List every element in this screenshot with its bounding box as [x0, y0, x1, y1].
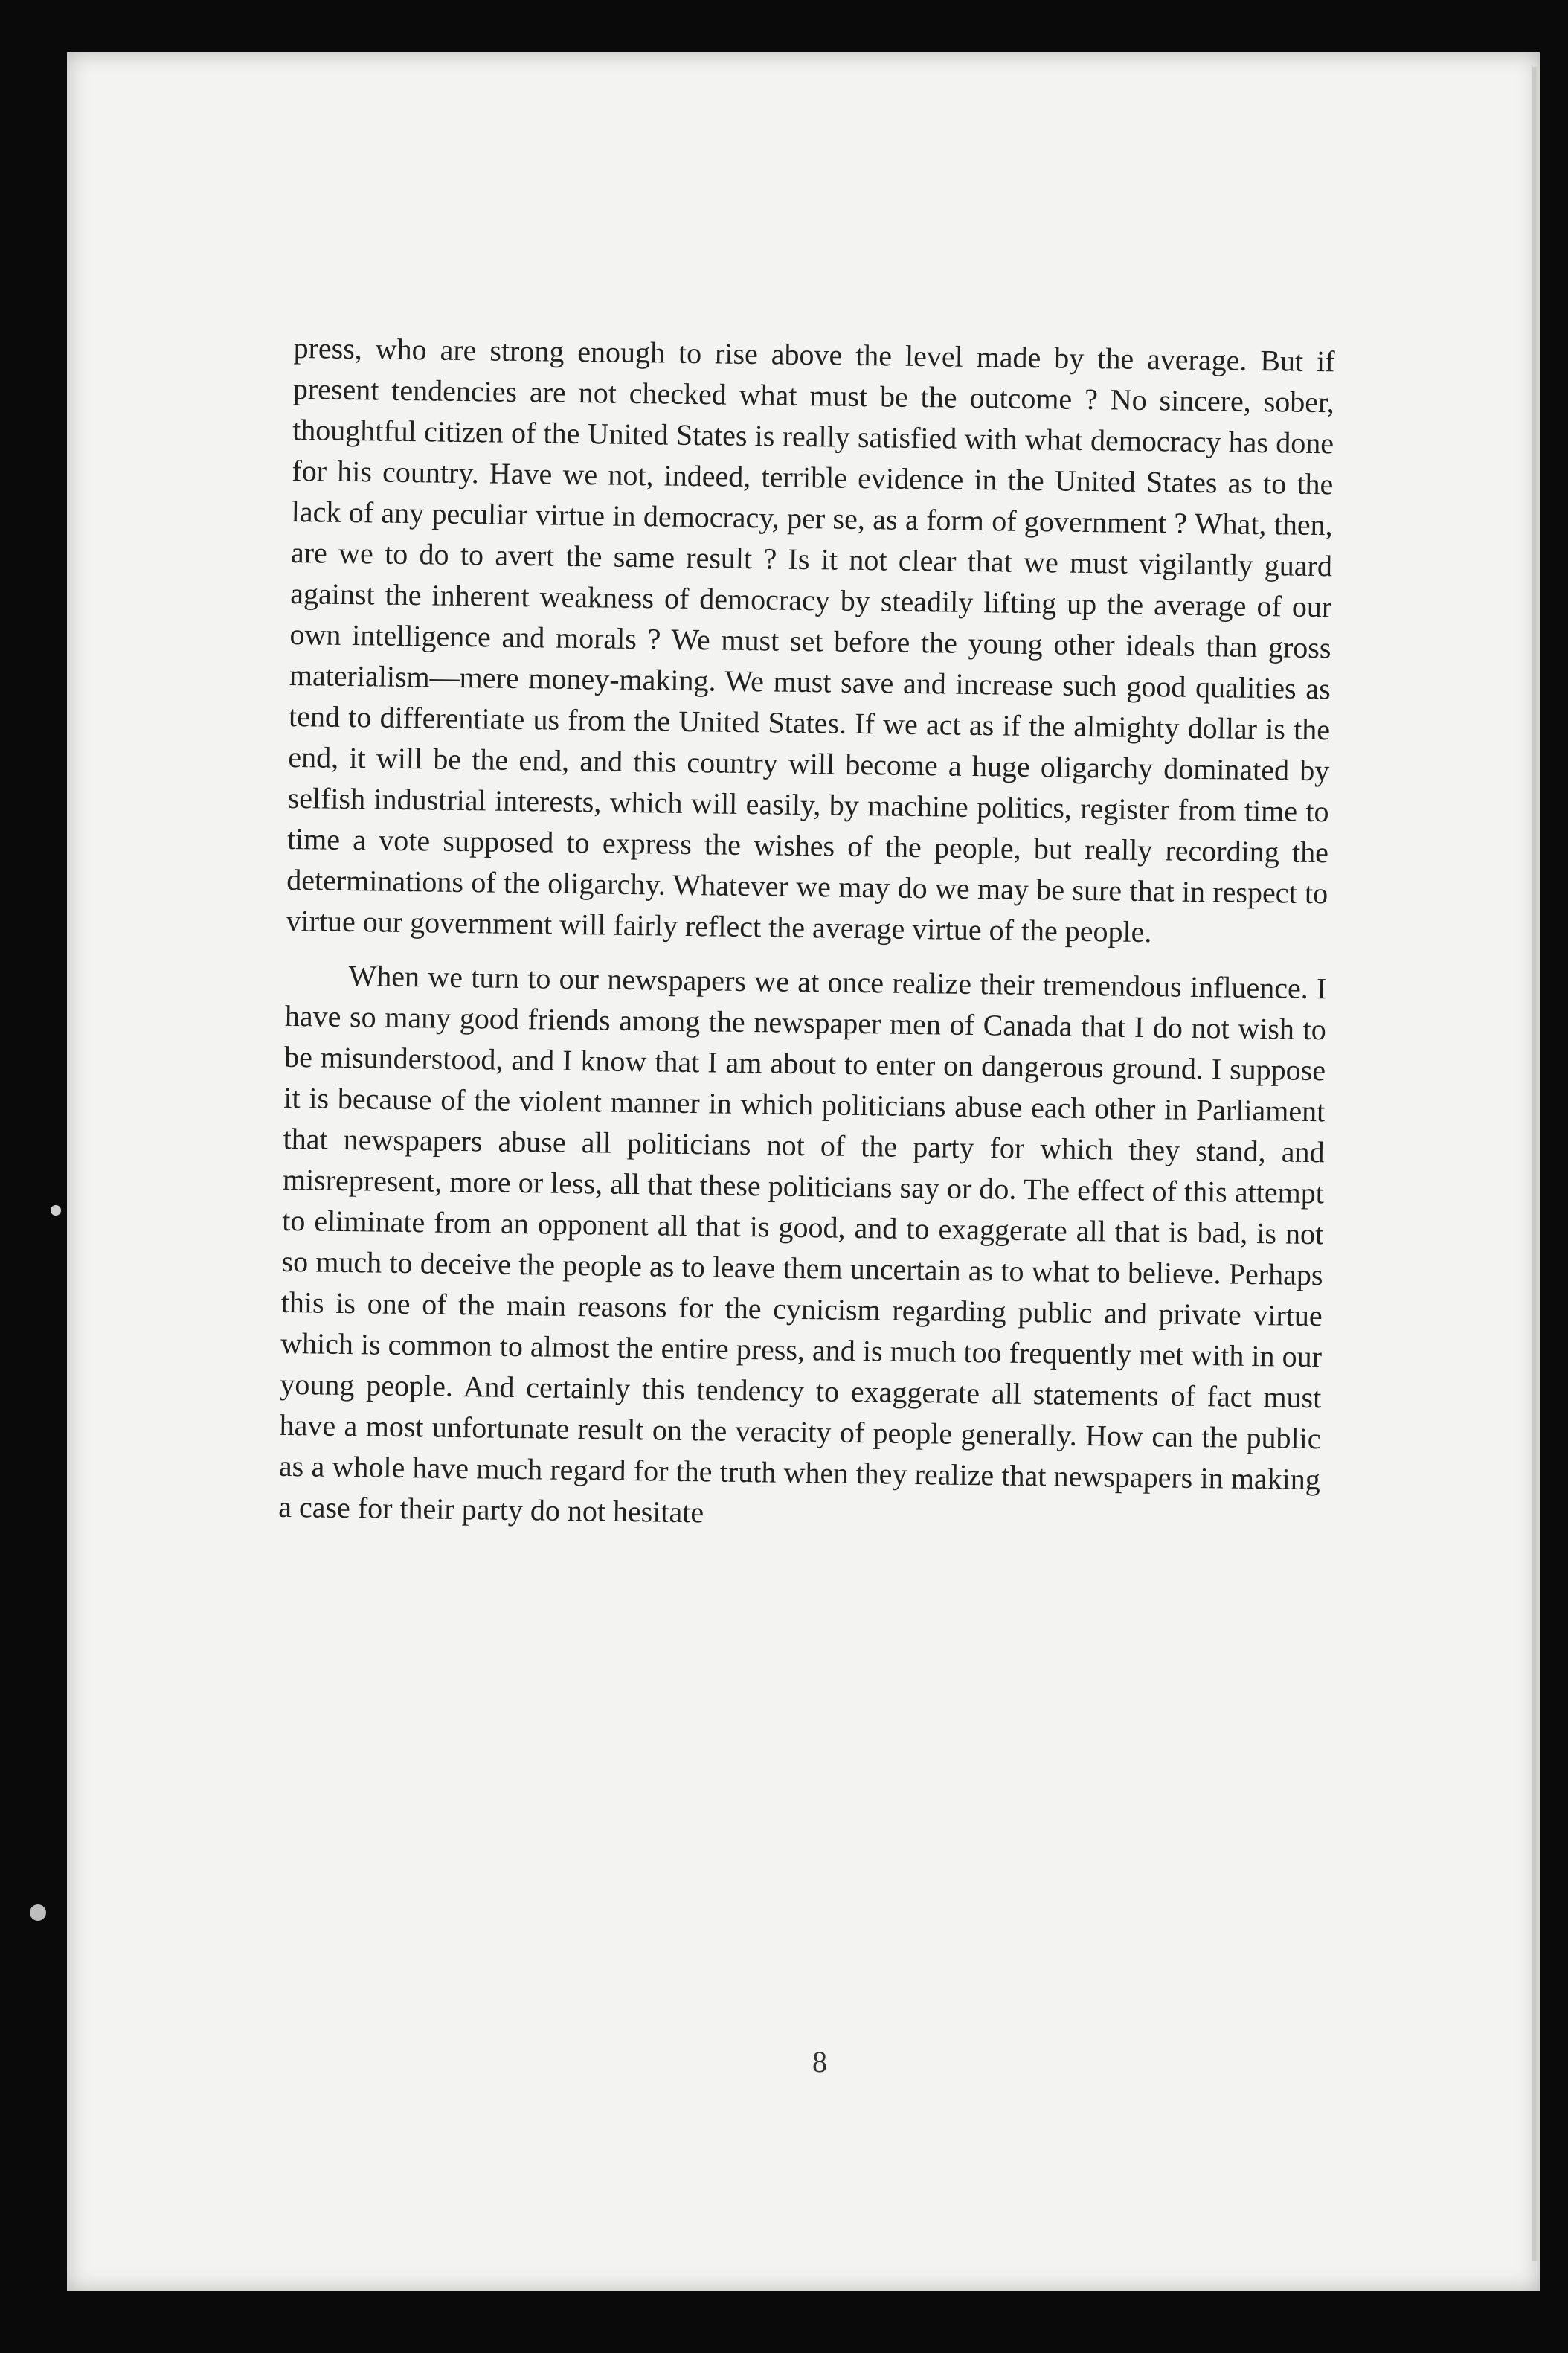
- body-text: [278, 327, 1335, 1541]
- scan-speck: [30, 1904, 46, 1921]
- scan-speck: [51, 1205, 61, 1216]
- page-edge: [1532, 67, 1537, 2261]
- paragraph-1: press, who are strong enough to rise above the level made by the average. But if present tendencies are not checked what must be the outcome ? No sincere, sober, thoughtful citizen of the United States is really satisfied with what democracy has done for his country. Have we not, indeed, terrible evidence in the United States as to the lack of any peculiar virtue in democracy, per se, as a form of government ? What, then, are we to do to avert the same result ? Is it not clear that we must vigilantly guard against the inherent weakness of democracy by steadily lifting up the average of our own intelligence and morals ? We must set before the young other ideals than gross materialism—mere money-making. We must save and increase such good qualities as tend to differentiate us from the United States. If we act as if the almighty dollar is the end, it will be the end, and this country will become a huge oligarchy dominated by selfish industrial interests, which will easily, by machine politics, register from time to time a vote supposed to express the wishes of the people, but really recording the determinations of the oligarchy. Whatever we may do we may be sure that in respect to virtue our government will fairly reflect the average virtue of the people.: [286, 330, 1335, 949]
- page-number: 8: [812, 2045, 827, 2078]
- paragraph-2: When we turn to our newspapers we at once realize their tremendous influence. I have so many good friends among the newspaper men of Canada that I do not wish to be misunderstood, and I know that I am about to enter on dangerous ground. I suppose it is because of the violent manner in which politicians abuse each other in Parliament that newspapers abuse all politicians not of the party for which they stand, and misrepresent, more or less, all that these politicians say or do. The effect of this attempt to eliminate from an opponent all that is good, and to exaggerate all that is bad, is not so much to deceive the people as to leave them uncertain as to what to believe. Perhaps this is one of the main reasons for the cynicism regarding public and private virtue which is common to almost the entire press, and is much too frequently met with in our young people. And certainly this tendency to exaggerate all statements of fact must have a most unfortunate result on the veracity of people generally. How can the public as a whole have much regard for the truth when they realize that newspapers in making a case for their party do not hesitate: [277, 959, 1327, 1529]
